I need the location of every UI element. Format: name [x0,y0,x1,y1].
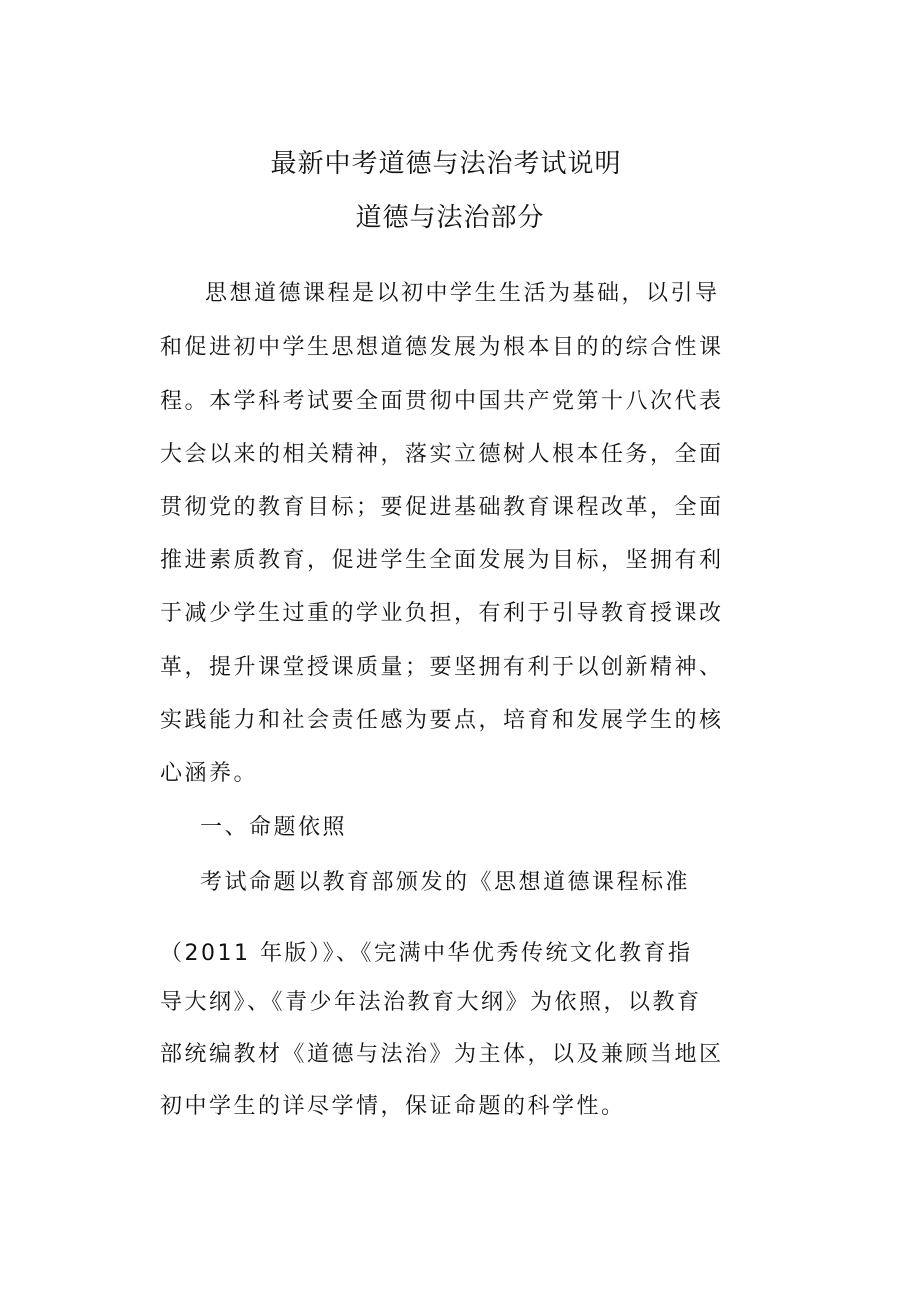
intro-paragraph-line: 程。本学科考试要全面贯彻中国共产党第十八次代表 [160,389,724,414]
intro-paragraph-line: 革，提升课堂授课质量；要坚拥有利于以创新精神、 [160,655,724,680]
intro-paragraph-line: 思想道德课程是以初中学生生活为基础，以引导 [205,281,720,306]
section-paragraph-line: 初中学生的详尽学情，保证命题的科学性。 [160,1094,626,1119]
intro-paragraph-line: 推进素质教育，促进学生全面发展为目标，坚拥有利 [160,548,724,573]
intro-paragraph-line: 于减少学生过重的学业负担，有利于引导教育授课改 [160,601,724,626]
section-paragraph-line: （2011 年版）》、《完满中华优秀传统文化教育指 [160,941,693,966]
section-paragraph-line: 考试命题以教育部颁发的《思想道德课程标准 [200,870,691,895]
section-heading: 一、命题依照 [200,815,348,840]
intro-paragraph-line: 和促进初中学生思想道德发展为根本目的的综合性课 [160,335,724,360]
document-subtitle: 道德与法治部分 [355,203,545,233]
intro-paragraph-line: 贯彻党的教育目标；要促进基础教育课程改革，全面 [160,495,724,520]
intro-paragraph-line: 心涵养。 [160,761,259,786]
document-title: 最新中考道德与法治考试说明 [270,149,622,179]
section-paragraph-line: 导大纲》、《青少年法治教育大纲》为依照，以教育 [160,990,702,1015]
section-paragraph-line: 部统编教材《道德与法治》为主体，以及兼顾当地区 [160,1042,724,1067]
intro-paragraph-line: 大会以来的相关精神，落实立德树人根本任务，全面 [160,442,724,467]
intro-paragraph-line: 实践能力和社会责任感为要点，培育和发展学生的核 [160,708,724,733]
